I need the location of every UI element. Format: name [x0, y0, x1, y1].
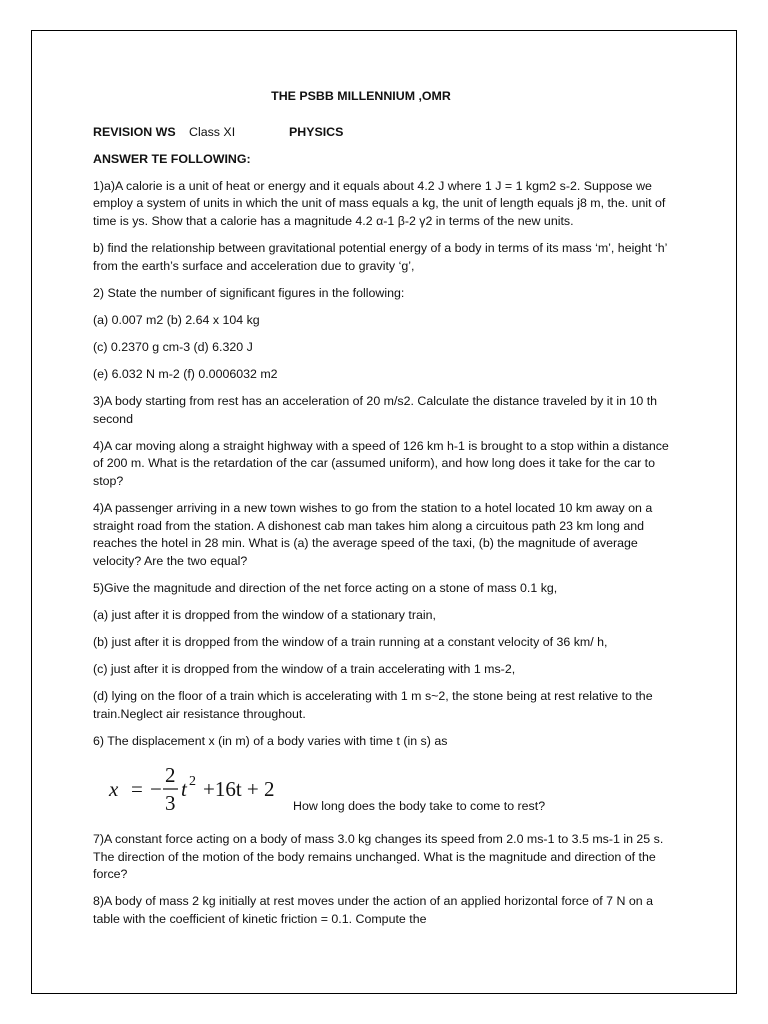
subject-label: PHYSICS — [289, 124, 344, 139]
eq-rest: +16t + 2 — [203, 777, 275, 802]
question-5d: (d) lying on the floor of a train which is accelerating with 1 m s~2, the stone being at rest relative to the train.Neglect air resistance throughout. — [93, 689, 653, 721]
worksheet-header — [93, 124, 677, 142]
worksheet-type: REVISION WS — [93, 124, 176, 139]
question-5a: (a) just after it is dropped from the window of a stationary train, — [93, 608, 436, 623]
eq-minus: − — [150, 777, 162, 802]
eq-t: t — [181, 777, 187, 802]
eq-numerator: 2 — [165, 763, 176, 788]
instruction: ANSWER TE FOLLOWING: — [93, 151, 251, 166]
class-label: Class XI — [189, 124, 236, 139]
school-title: THE PSBB MILLENNIUM ,OMR — [271, 89, 451, 103]
question-2-cd: (c) 0.2370 g cm-3 (d) 6.320 J — [93, 339, 253, 354]
question-2: 2) State the number of significant figures in the following: — [93, 285, 405, 300]
question-7: 7)A constant force acting on a body of mass 3.0 kg changes its speed from 2.0 ms-1 to 3.5 ms-1 in 25 s. The direction of the motion of the body remains unchanged. What is the magnitude and direction of the force? — [93, 832, 664, 882]
eq-x: x — [109, 777, 119, 802]
question-6: 6) The displacement x (in m) of a body varies with time t (in s) as — [93, 734, 448, 749]
worksheet-content — [93, 88, 677, 938]
question-8: 8)A body of mass 2 kg initially at rest moves under the action of an applied horizontal force of 7 N on a table with the coefficient of kinetic friction = 0.1. Compute the — [93, 894, 653, 926]
eq-denominator: 3 — [165, 791, 176, 816]
question-5b: (b) just after it is dropped from the window of a train running at a constant velocity of 36 km/ h, — [93, 635, 608, 650]
question-1a: 1)a)A calorie is a unit of heat or energy and it equals about 4.2 J where 1 J = 1 kgm2 s-2. Suppose we employ a system of units in which the unit of mass equals a kg, the unit of length equals j8 m, the. unit of time is ys. Show that a calorie has a magnitude 4.2 α-1 β-2 γ2 in terms of the new units. — [93, 178, 666, 228]
question-4-car: 4)A car moving along a straight highway with a speed of 126 km h-1 is brought to a stop within a distance of 200 m. What is the retardation of the car (assumed uniform), and how long does it take for the car to stop? — [93, 438, 669, 488]
displacement-equation-block — [93, 760, 677, 820]
eq-power: 2 — [189, 774, 196, 790]
displacement-equation — [107, 762, 297, 820]
question-1b: b) find the relationship between gravitational potential energy of a body in terms of its mass ‘m’, height ‘h’ from the earth’s surface and acceleration due to gravity ‘g’, — [93, 241, 667, 273]
question-4-passenger: 4)A passenger arriving in a new town wishes to go from the station to a hotel located 10 km away on a straight road from the station. A dishonest cab man takes him along a circuitous path 23 km long and reaches the hotel in 28 min. What is (a) the average speed of the taxi, (b) the magnitude of average velocity? Are the two equal? — [93, 501, 653, 568]
question-5: 5)Give the magnitude and direction of the net force acting on a stone of mass 0.1 kg, — [93, 580, 558, 595]
question-5c: (c) just after it is dropped from the window of a train accelerating with 1 ms-2, — [93, 662, 516, 677]
question-2-ef: (e) 6.032 N m-2 (f) 0.0006032 m2 — [93, 367, 278, 382]
eq-equals: = — [131, 777, 143, 802]
question-2-ab: (a) 0.007 m2 (b) 2.64 x 104 kg — [93, 312, 260, 327]
question-3: 3)A body starting from rest has an acceleration of 20 m/s2. Calculate the distance traveled by it in 10 th second — [93, 394, 658, 426]
equation-question: How long does the body take to come to rest? — [293, 799, 546, 814]
